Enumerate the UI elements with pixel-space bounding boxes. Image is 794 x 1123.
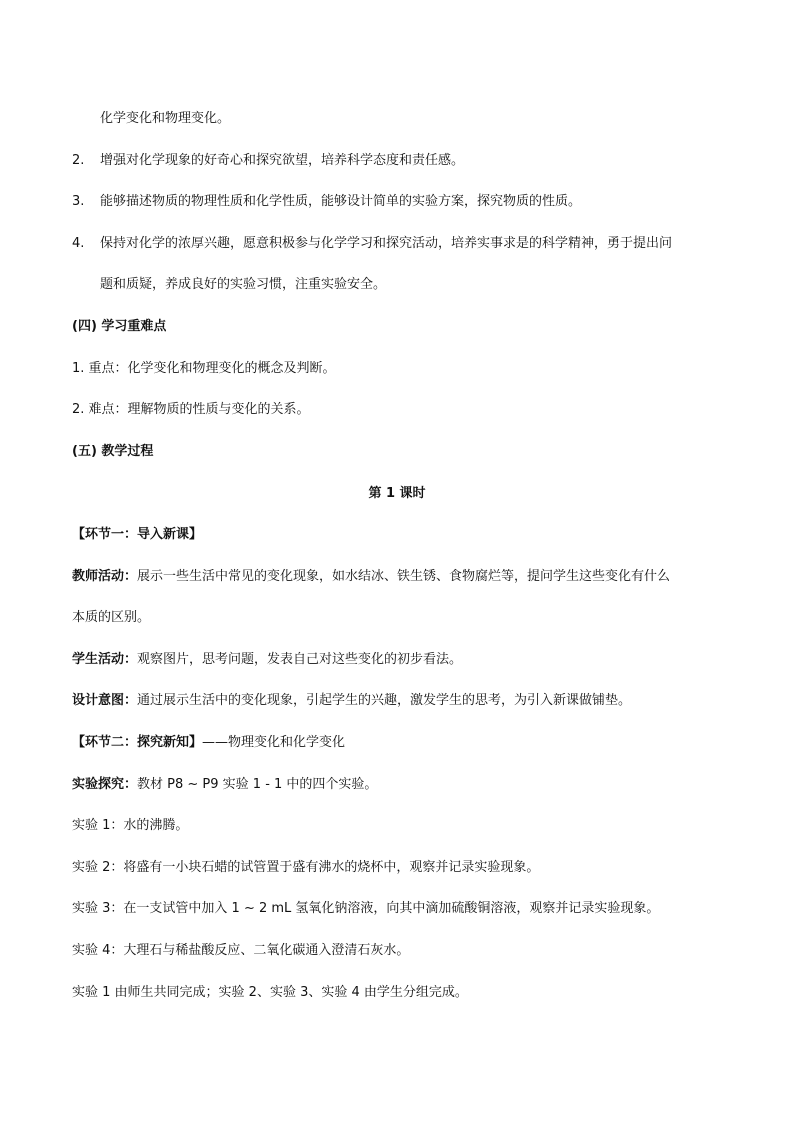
section-1-heading: 【环节一：导入新课】 <box>72 527 203 542</box>
objective-4 <box>72 235 734 253</box>
process-heading: (五) 教学过程 <box>72 444 154 459</box>
design-intent-label: 设计意图： <box>72 693 138 708</box>
design-intent-text: 通过展示生活中的变化现象，引起学生的兴趣，激发学生的思考，为引入新课做铺垫。 <box>137 693 632 708</box>
experiment-2: 实验 2：将盛有一小块石蜡的试管置于盛有沸水的烧杯中，观察并记录实验现象。 <box>72 860 540 875</box>
experiment-inquiry-label: 实验探究： <box>72 777 138 792</box>
experiment-inquiry <box>72 776 734 794</box>
design-intent <box>72 692 734 710</box>
objective-1-continuation: 化学变化和物理变化。 <box>100 111 231 126</box>
objective-4-continuation: 题和质疑，养成良好的实验习惯，注重实验安全。 <box>100 277 387 292</box>
section-2-heading-suffix: ——物理变化和化学变化 <box>202 735 346 750</box>
teacher-activity-text: 展示一些生活中常见的变化现象，如水结冰、铁生锈、食物腐烂等，提问学生这些变化有什么 <box>137 569 671 584</box>
experiment-3: 实验 3：在一支试管中加入 1 ~ 2 mL 氢氧化钠溶液，向其中滴加硫酸铜溶液，观察并记录实验现象。 <box>72 901 660 916</box>
experiment-note: 实验 1 由师生共同完成；实验 2、实验 3、实验 4 由学生分组完成。 <box>72 985 468 1000</box>
experiment-inquiry-text: 教材 P8 ~ P9 实验 1 - 1 中的四个实验。 <box>137 777 378 792</box>
objective-2-text: 增强对化学现象的好奇心和探究欲望，培养科学态度和责任感。 <box>100 153 465 168</box>
objective-3 <box>72 193 734 211</box>
section-2-heading: 【环节二：探究新知】 <box>72 735 203 750</box>
teacher-activity-continuation: 本质的区别。 <box>72 610 151 625</box>
experiment-4: 实验 4：大理石与稀盐酸反应、二氧化碳通入澄清石灰水。 <box>72 943 410 958</box>
experiment-1: 实验 1：水的沸腾。 <box>72 818 189 833</box>
teacher-activity-label: 教师活动： <box>72 569 138 584</box>
lesson-title: 第 1 课时 <box>368 486 426 501</box>
objective-2 <box>72 152 734 170</box>
objective-4-text: 保持对化学的浓厚兴趣，愿意积极参与化学学习和探究活动，培养实事求是的科学精神，勇于提出问 <box>100 236 673 251</box>
key-points-heading: (四) 学习重难点 <box>72 319 167 334</box>
key-point-2: 2. 难点：理解物质的性质与变化的关系。 <box>72 402 310 417</box>
teacher-activity <box>72 568 734 586</box>
objective-3-text: 能够描述物质的物理性质和化学性质，能够设计简单的实验方案，探究物质的性质。 <box>100 194 582 209</box>
objective-4-number: 4. <box>72 236 85 251</box>
key-point-1: 1. 重点：化学变化和物理变化的概念及判断。 <box>72 361 336 376</box>
objective-2-number: 2. <box>72 153 85 168</box>
section-2-heading-line <box>72 734 734 752</box>
student-activity-label: 学生活动： <box>72 652 138 667</box>
student-activity <box>72 651 734 669</box>
student-activity-text: 观察图片，思考问题，发表自己对这些变化的初步看法。 <box>137 652 463 667</box>
objective-3-number: 3. <box>72 194 85 209</box>
